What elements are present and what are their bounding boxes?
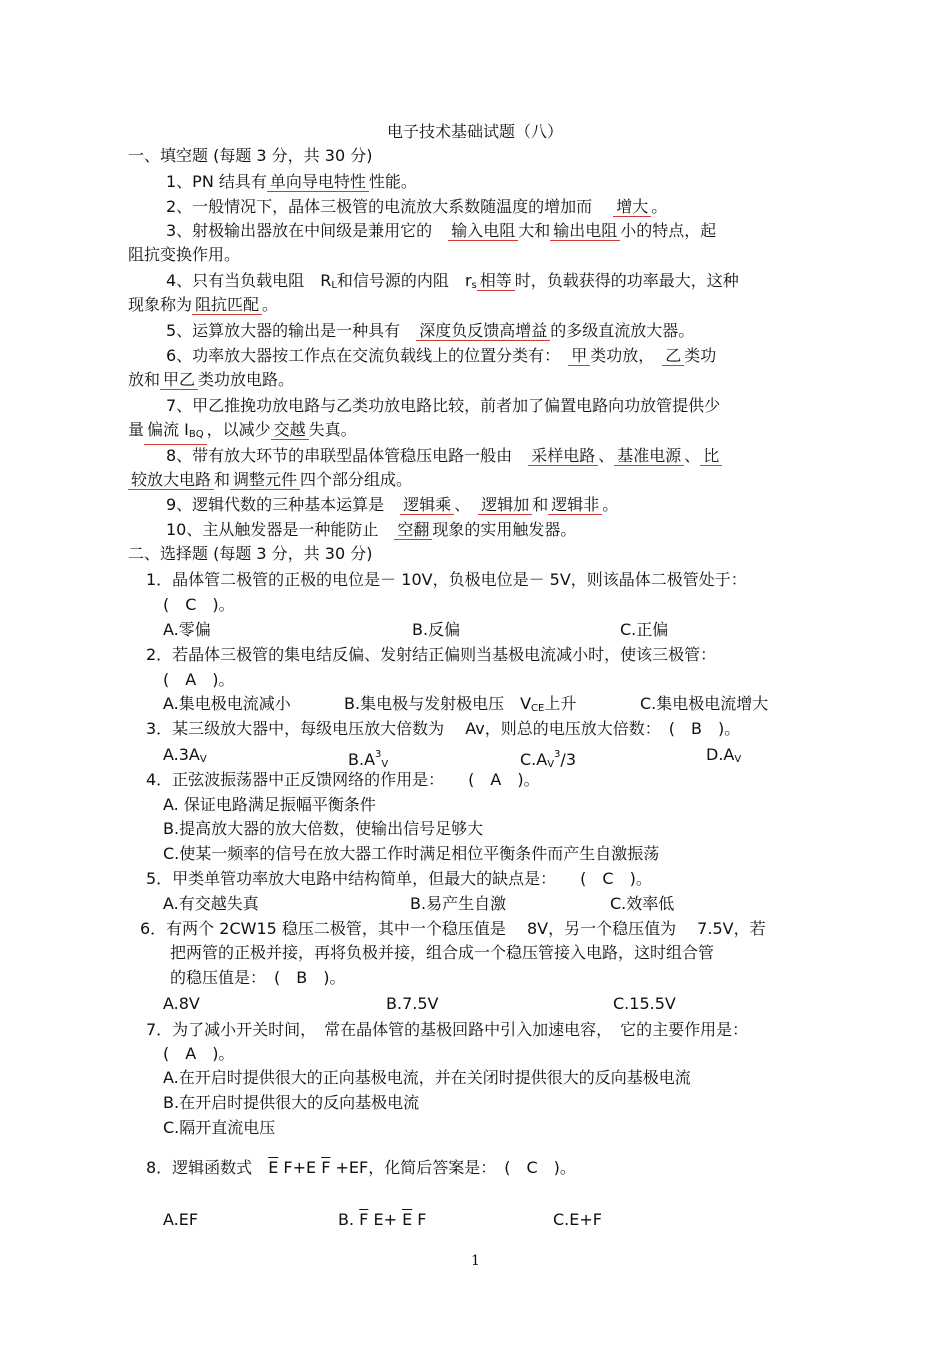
answer-blank: 单向导电特性 (267, 173, 369, 192)
choice-q5-option-c: C.效率低 (610, 894, 675, 913)
answer-blank: 甲 (568, 347, 590, 366)
choice-q6-option-a: A.8V (163, 994, 200, 1013)
choice-q7-option-c: C.隔开直流电压 (163, 1118, 276, 1137)
section2-heading: 二、选择题 (每题 3 分，共 30 分) (128, 544, 373, 563)
answer-blank: 输入电阻 (448, 222, 518, 241)
answer-blank: 交越 (271, 421, 309, 440)
choice-q8-stem: 8．逻辑函数式 $\overline{E}$ F+E $\overline{F} +EF$，化简后答案是： ( C )。 (146, 1158, 576, 1177)
choice-q4-option-b: B.提高放大器的放大倍数，使输出信号足够大 (163, 819, 484, 838)
answer-blank: 偏流 $I_{BQ}$ (144, 421, 207, 445)
choice-q2-option-a: A.集电极电流减小 (163, 694, 291, 713)
fill-q7: 7、甲乙推挽功放电路与乙类功放电路比较，前者加了偏置电路向功放管提供少 (166, 396, 721, 415)
answer-blank: 深度负反馈高增益 (416, 322, 550, 341)
fill-q4-cont: 现象称为 阻抗匹配 。 (128, 295, 279, 314)
page-number: 1 (471, 1253, 480, 1269)
choice-q3-option-d: $D.A_V$ (706, 745, 742, 765)
fill-q6-cont: 放和 甲乙 类功放电路。 (128, 370, 295, 389)
fill-q9: 9、逻辑代数的三种基本运算是 逻辑乘 、 逻辑加 和 逻辑非 。 (166, 495, 619, 514)
fill-q7-cont: 量 偏流 $I_{BQ}$ ，以减少 交越 失真。 (128, 419, 357, 441)
choice-q1-option-c: C.正偏 (620, 620, 669, 639)
choice-q6-stem-line1: 6．有两个 2CW15 稳压二极管，其中一个稳压值是 8V，另一个稳压值为 7.5V，若 (140, 919, 766, 938)
choice-q5-option-a: A.有交越失真 (163, 894, 259, 913)
fill-q6: 6、功率放大器按工作点在交流负载线上的位置分类有： 甲 类功放， 乙 类功 (166, 346, 717, 365)
fill-q4: 4、只有当负载电阻 $R_L$和信号源的内阻 $r_s$ 相等 时，负载获得的功率最大，这种 (166, 271, 739, 291)
choice-q6-stem-line2: 把两管的正极并接，再将负极并接，组合成一个稳压管接入电路，这时组合管 (170, 943, 715, 962)
choice-q3-stem: 3．某三级放大器中，每级电压放大倍数为 Av，则总的电压放大倍数： ( B )。 (146, 719, 741, 738)
choice-q6-option-b: B.7.5V (386, 994, 439, 1013)
choice-q4-stem: 4．正弦波振荡器中正反馈网络的作用是： ( A )。 (146, 770, 540, 789)
choice-q7-answer: ( A )。 (163, 1044, 235, 1063)
choice-q1-option-a: A.零偏 (163, 620, 211, 639)
choice-q2-answer: ( A )。 (163, 670, 235, 689)
fill-q5: 5、运算放大器的输出是一种具有 深度负反馈高增益 的多级直流放大器。 (166, 321, 695, 340)
choice-q1-answer: ( C )。 (163, 595, 235, 614)
choice-q8-option-a: A.EF (163, 1210, 199, 1229)
choice-q7-option-a: A.在开启时提供很大的正向基极电流，并在关闭时提供很大的反向基极电流 (163, 1068, 691, 1087)
answer-blank: 阻抗匹配 (192, 296, 262, 315)
choice-q2-stem: 2．若晶体三极管的集电结反偏、发射结正偏则当基极电流减小时，使该三极管： (146, 645, 717, 664)
choice-q1-stem: 1．晶体管二极管的正极的电位是－ 10V，负极电位是－ 5V，则该晶体二极管处于： (146, 570, 747, 589)
choice-q7-stem: 7．为了减小开关时间， 常在晶体管的基极回路中引入加速电容， 它的主要作用是： (146, 1020, 749, 1039)
answer-blank: 乙 (662, 347, 684, 366)
answer-blank: 甲乙 (160, 371, 198, 390)
choice-q6-option-c: C.15.5V (613, 994, 676, 1013)
choice-q4-option-a: A. 保证电路满足振幅平衡条件 (163, 795, 376, 814)
choice-q5-option-b: B.易产生自激 (410, 894, 507, 913)
fill-q3: 3、射极输出器放在中间级是兼用它的 输入电阻 大和 输出电阻 小的特点，起 (166, 221, 717, 240)
choice-q3-option-a: $A.3A_V$ (163, 745, 207, 765)
answer-blank: 较放大电路 (128, 471, 214, 490)
answer-blank: 逻辑乘 (400, 496, 454, 515)
fill-q2: 2、一般情况下，晶体三极管的电流放大系数随温度的增加而 增大 。 (166, 197, 668, 216)
answer-blank: 调整元件 (230, 471, 300, 490)
choice-q5-stem: 5．甲类单管功率放大电路中结构简单，但最大的缺点是： ( C )。 (146, 869, 652, 888)
fill-q10: 10、主从触发器是一种能防止 空翻 现象的实用触发器。 (166, 520, 577, 539)
choice-q3-option-c: $C.A_V^3/3$ (520, 749, 576, 770)
page-title: 电子技术基础试题（八） (387, 122, 564, 141)
answer-blank: 增大 (613, 198, 651, 217)
answer-blank: 空翻 (394, 521, 432, 540)
section1-heading: 一、填空题 (每题 3 分，共 30 分) (128, 146, 373, 165)
answer-blank: 输出电阻 (550, 222, 620, 241)
choice-q8-option-b: B. $\overline{F}$ $E+ \overline{E}$ F (338, 1210, 427, 1229)
fill-q3-cont: 阻抗变换作用。 (128, 245, 241, 264)
fill-q8-cont: 较放大电路 和 调整元件 四个部分组成。 (128, 469, 412, 491)
choice-q8-option-c: C.E+F (553, 1210, 602, 1229)
choice-q7-option-b: B.在开启时提供很大的反向基极电流 (163, 1093, 420, 1112)
choice-q3-option-b: $B.A^3_V$ (348, 749, 389, 770)
fill-q8: 8、带有放大环节的串联型晶体管稳压电路一般由 采样电路 、 基准电源 、 比 (166, 445, 722, 467)
choice-q4-option-c: C.使某一频率的信号在放大器工作时满足相位平衡条件而产生自激振荡 (163, 844, 660, 863)
answer-blank: 逻辑加 (478, 496, 532, 515)
choice-q6-stem-line3: 的稳压值是： ( B )。 (170, 968, 346, 987)
choice-q1-option-b: B.反偏 (412, 620, 461, 639)
answer-blank: 逻辑非 (548, 496, 602, 515)
choice-q2-option-c: C.集电极电流增大 (640, 694, 769, 713)
answer-blank: 基准电源 (614, 447, 684, 466)
answer-blank: 比 (700, 447, 722, 466)
choice-q2-option-b: B.集电极与发射极电压 $V_{CE}$上升 (344, 694, 577, 714)
answer-blank: 采样电路 (528, 447, 598, 466)
fill-q1: 1、PN 结具有 单向导电特性 性能。 (166, 172, 417, 191)
answer-blank: 相等 (477, 272, 515, 291)
